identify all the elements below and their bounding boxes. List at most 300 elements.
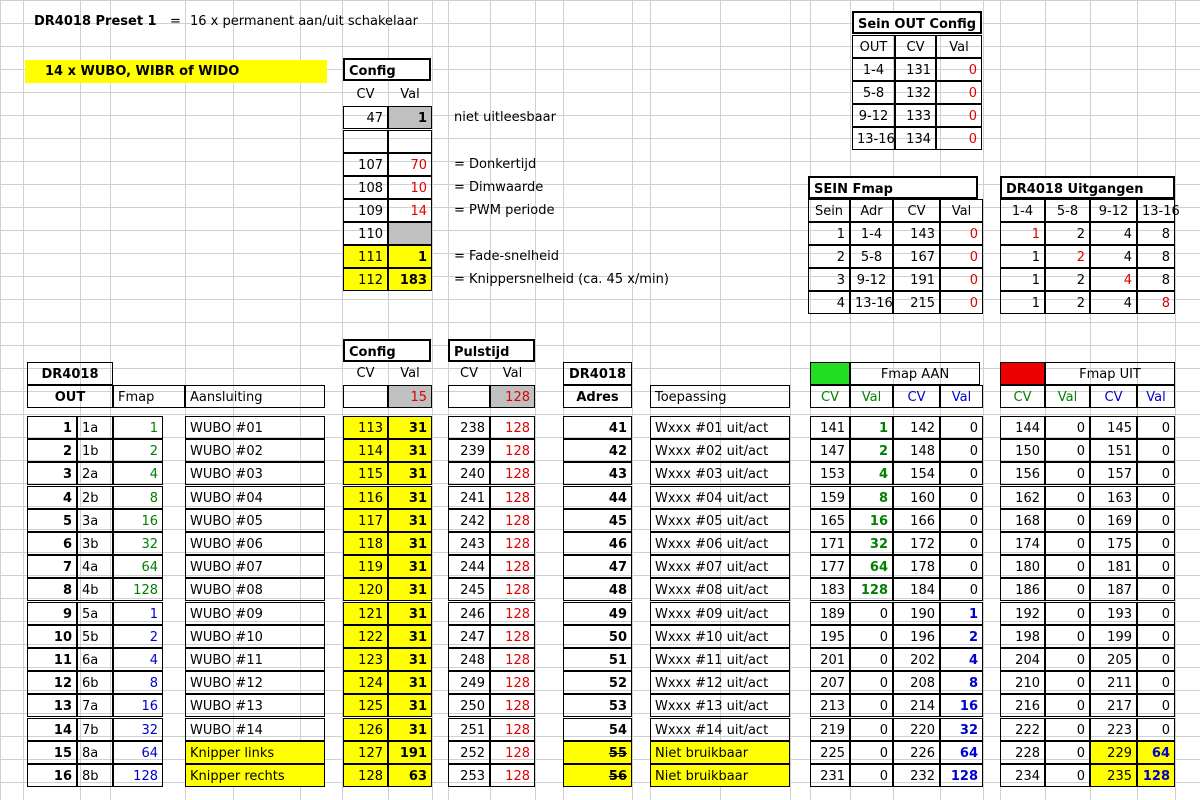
header-fmap-aan-cv: CV — [893, 385, 940, 408]
config-top-cv — [343, 130, 388, 153]
config-top-val: 14 — [388, 199, 432, 222]
row-aan-val2: 0 — [940, 439, 983, 462]
sein-out-cell: 0 — [936, 81, 982, 104]
header-fmap-uit-cv: CV — [1090, 385, 1137, 408]
sein-fmap-cell: 191 — [893, 268, 940, 291]
sein-fmap-header: CV — [893, 199, 940, 222]
row-fmap: 1 — [113, 416, 163, 439]
row-aansluiting: Knipper links — [185, 741, 325, 764]
row-puls-cv: 238 — [448, 416, 490, 439]
header-puls-value: 128 — [490, 385, 535, 408]
row-puls-cv: 240 — [448, 462, 490, 485]
row-uit-cv1: 216 — [1000, 694, 1045, 717]
swatch-green — [810, 362, 850, 385]
header-adres-dr4018: DR4018 — [563, 362, 632, 385]
row-uit-val1: 0 — [1045, 602, 1090, 625]
row-uit-cv1: 210 — [1000, 671, 1045, 694]
row-config-cv: 120 — [343, 578, 388, 601]
sein-out-cell: 1-4 — [852, 58, 895, 81]
row-toepassing: Wxxx #10 uit/act — [650, 625, 790, 648]
swatch-red — [1000, 362, 1045, 385]
row-puls-cv: 253 — [448, 764, 490, 787]
row-puls-val: 128 — [490, 416, 535, 439]
row-config-val: 31 — [388, 602, 432, 625]
row-aan-cv2: 142 — [893, 416, 940, 439]
row-puls-cv: 248 — [448, 648, 490, 671]
sein-fmap-cell: 1-4 — [850, 222, 893, 245]
row-config-val: 31 — [388, 625, 432, 648]
row-uit-val1: 0 — [1045, 439, 1090, 462]
row-aan-cv2: 190 — [893, 602, 940, 625]
row-aan-cv2: 154 — [893, 462, 940, 485]
config-top-note: = Dimwaarde — [454, 180, 544, 195]
sein-out-cell: 0 — [936, 58, 982, 81]
row-fmap: 8 — [113, 671, 163, 694]
row-aansluiting: WUBO #11 — [185, 648, 325, 671]
header-config: Config — [343, 339, 431, 362]
header-config-blank — [343, 385, 388, 408]
row-aan-cv2: 220 — [893, 718, 940, 741]
header-fmap: Fmap — [113, 385, 185, 408]
config-top-cv: 108 — [343, 176, 388, 199]
row-aan-cv2: 214 — [893, 694, 940, 717]
row-fmap: 4 — [113, 648, 163, 671]
uitgangen-cell: 2 — [1045, 291, 1090, 314]
row-aan-cv2: 166 — [893, 509, 940, 532]
uitgangen-header: 1-4 — [1000, 199, 1045, 222]
row-fmap: 2 — [113, 439, 163, 462]
row-uit-cv2: 187 — [1090, 578, 1137, 601]
row-out-number: 13 — [27, 694, 77, 717]
row-uit-val2: 0 — [1137, 532, 1175, 555]
row-aan-cv1: 195 — [810, 625, 850, 648]
row-adres: 51 — [563, 648, 632, 671]
row-uit-cv1: 198 — [1000, 625, 1045, 648]
header-dr4018: DR4018 — [27, 362, 113, 385]
config-top-cv: 111 — [343, 245, 388, 268]
row-puls-val: 128 — [490, 486, 535, 509]
row-uit-cv1: 174 — [1000, 532, 1045, 555]
config-top-cv-header: CV — [356, 87, 375, 102]
uitgangen-cell: 1 — [1000, 291, 1045, 314]
row-puls-val: 128 — [490, 532, 535, 555]
row-adres: 48 — [563, 578, 632, 601]
row-out-number: 8 — [27, 578, 77, 601]
row-config-cv: 115 — [343, 462, 388, 485]
row-config-cv: 118 — [343, 532, 388, 555]
config-top-note: = Fade-snelheid — [454, 249, 559, 264]
row-aansluiting: WUBO #10 — [185, 625, 325, 648]
sein-fmap-cell: 9-12 — [850, 268, 893, 291]
row-aansluiting: WUBO #02 — [185, 439, 325, 462]
uitgangen-cell: 8 — [1137, 245, 1175, 268]
row-uit-cv2: 205 — [1090, 648, 1137, 671]
config-top-cv: 109 — [343, 199, 388, 222]
uitgangen-cell: 4 — [1090, 291, 1137, 314]
sein-fmap-cell: 143 — [893, 222, 940, 245]
row-fmap: 64 — [113, 555, 163, 578]
row-aan-val2: 1 — [940, 602, 983, 625]
row-aansluiting: WUBO #12 — [185, 671, 325, 694]
config-top-val: 1 — [388, 106, 432, 129]
row-puls-val: 128 — [490, 671, 535, 694]
row-aan-val1: 4 — [850, 462, 893, 485]
sein-fmap-cell: 0 — [940, 291, 983, 314]
row-config-val: 31 — [388, 439, 432, 462]
config-top-val — [388, 222, 432, 245]
sein-fmap-cell: 0 — [940, 268, 983, 291]
row-aan-val1: 0 — [850, 741, 893, 764]
row-puls-cv: 243 — [448, 532, 490, 555]
row-aan-cv1: 225 — [810, 741, 850, 764]
sein-fmap-cell: 0 — [940, 245, 983, 268]
config-top-val: 1 — [388, 245, 432, 268]
row-aan-val2: 4 — [940, 648, 983, 671]
row-config-cv: 128 — [343, 764, 388, 787]
header-fmap-uit-cv: CV — [1000, 385, 1045, 408]
row-aan-cv1: 177 — [810, 555, 850, 578]
config-top-note: = Donkertijd — [454, 157, 537, 172]
row-out-number: 3 — [27, 462, 77, 485]
row-fmap: 16 — [113, 509, 163, 532]
row-out-number: 2 — [27, 439, 77, 462]
row-uit-val1: 0 — [1045, 416, 1090, 439]
sein-fmap-cell: 215 — [893, 291, 940, 314]
row-uit-cv2: 217 — [1090, 694, 1137, 717]
uitgangen-header: 13-16 — [1137, 199, 1175, 222]
row-out-port: 4b — [77, 578, 113, 601]
row-puls-val: 128 — [490, 741, 535, 764]
row-aan-val2: 128 — [940, 764, 983, 787]
row-out-number: 16 — [27, 764, 77, 787]
row-toepassing: Wxxx #04 uit/act — [650, 486, 790, 509]
row-aan-val2: 2 — [940, 625, 983, 648]
sein-fmap-cell: 167 — [893, 245, 940, 268]
row-aan-val2: 0 — [940, 555, 983, 578]
row-config-cv: 125 — [343, 694, 388, 717]
row-adres: 44 — [563, 486, 632, 509]
row-aan-cv2: 196 — [893, 625, 940, 648]
row-adres: 53 — [563, 694, 632, 717]
wubo-banner: 14 x WUBO, WIBR of WIDO — [25, 60, 327, 83]
row-aan-cv1: 159 — [810, 486, 850, 509]
config-top-cv: 112 — [343, 268, 388, 291]
row-puls-val: 128 — [490, 625, 535, 648]
config-top-note: = Knippersnelheid (ca. 45 x/min) — [454, 272, 669, 287]
sein-fmap-header: Val — [940, 199, 983, 222]
row-aan-val2: 16 — [940, 694, 983, 717]
row-puls-val: 128 — [490, 602, 535, 625]
row-uit-val2: 0 — [1137, 416, 1175, 439]
uitgangen-cell: 1 — [1000, 222, 1045, 245]
row-uit-cv1: 192 — [1000, 602, 1045, 625]
row-puls-cv: 247 — [448, 625, 490, 648]
row-aan-val1: 0 — [850, 718, 893, 741]
row-uit-val1: 0 — [1045, 625, 1090, 648]
header-config-cv: CV — [356, 366, 375, 381]
row-toepassing: Wxxx #01 uit/act — [650, 416, 790, 439]
row-aan-val1: 0 — [850, 602, 893, 625]
row-uit-cv2: 199 — [1090, 625, 1137, 648]
row-fmap: 128 — [113, 764, 163, 787]
sein-out-cell: 13-16 — [852, 127, 895, 150]
row-out-number: 12 — [27, 671, 77, 694]
row-puls-val: 128 — [490, 462, 535, 485]
row-uit-val2: 0 — [1137, 486, 1175, 509]
row-aan-val1: 8 — [850, 486, 893, 509]
row-adres: 54 — [563, 718, 632, 741]
row-adres: 55 — [563, 741, 632, 764]
row-aan-val2: 0 — [940, 416, 983, 439]
config-top-title: Config — [343, 58, 431, 81]
row-aan-val1: 0 — [850, 648, 893, 671]
row-aan-cv1: 207 — [810, 671, 850, 694]
row-puls-cv: 244 — [448, 555, 490, 578]
row-config-val: 31 — [388, 486, 432, 509]
row-out-number: 14 — [27, 718, 77, 741]
config-top-val: 10 — [388, 176, 432, 199]
row-aan-cv1: 141 — [810, 416, 850, 439]
row-aan-val2: 0 — [940, 509, 983, 532]
sein-fmap-cell: 13-16 — [850, 291, 893, 314]
sein-out-header: CV — [895, 35, 936, 58]
row-out-port: 6b — [77, 671, 113, 694]
row-aan-cv2: 208 — [893, 671, 940, 694]
sein-fmap-cell: 3 — [808, 268, 850, 291]
row-aan-cv1: 153 — [810, 462, 850, 485]
row-aansluiting: WUBO #05 — [185, 509, 325, 532]
config-top-cv: 107 — [343, 153, 388, 176]
row-config-val: 31 — [388, 555, 432, 578]
row-toepassing: Wxxx #03 uit/act — [650, 462, 790, 485]
row-puls-cv: 246 — [448, 602, 490, 625]
row-puls-cv: 251 — [448, 718, 490, 741]
row-aan-cv2: 202 — [893, 648, 940, 671]
row-uit-val1: 0 — [1045, 486, 1090, 509]
config-top-val: 183 — [388, 268, 432, 291]
row-aansluiting: WUBO #13 — [185, 694, 325, 717]
uitgangen-header: 9-12 — [1090, 199, 1137, 222]
row-uit-cv2: 211 — [1090, 671, 1137, 694]
row-fmap: 16 — [113, 694, 163, 717]
row-out-port: 1a — [77, 416, 113, 439]
uitgangen-cell: 2 — [1045, 222, 1090, 245]
row-aan-val1: 32 — [850, 532, 893, 555]
header-puls-cv: CV — [460, 366, 478, 381]
row-puls-cv: 252 — [448, 741, 490, 764]
row-aan-val1: 64 — [850, 555, 893, 578]
header-fmap-uit-val: Val — [1045, 385, 1090, 408]
row-uit-cv2: 193 — [1090, 602, 1137, 625]
title-equals: = — [170, 14, 181, 29]
row-out-port: 5a — [77, 602, 113, 625]
row-out-port: 4a — [77, 555, 113, 578]
row-adres: 52 — [563, 671, 632, 694]
row-uit-cv1: 144 — [1000, 416, 1045, 439]
row-adres: 49 — [563, 602, 632, 625]
uitgangen-cell: 8 — [1137, 291, 1175, 314]
row-config-cv: 127 — [343, 741, 388, 764]
row-uit-val2: 0 — [1137, 671, 1175, 694]
row-config-cv: 124 — [343, 671, 388, 694]
row-config-val: 31 — [388, 671, 432, 694]
row-puls-val: 128 — [490, 578, 535, 601]
row-aan-val1: 2 — [850, 439, 893, 462]
row-puls-cv: 241 — [448, 486, 490, 509]
row-aan-cv2: 172 — [893, 532, 940, 555]
row-config-val: 31 — [388, 416, 432, 439]
row-toepassing: Niet bruikbaar — [650, 764, 790, 787]
row-puls-cv: 242 — [448, 509, 490, 532]
sein-fmap-title: SEIN Fmap — [808, 176, 978, 199]
row-aan-val2: 0 — [940, 532, 983, 555]
row-uit-val1: 0 — [1045, 718, 1090, 741]
row-puls-val: 128 — [490, 439, 535, 462]
row-uit-cv1: 234 — [1000, 764, 1045, 787]
row-toepassing: Wxxx #06 uit/act — [650, 532, 790, 555]
row-aan-val2: 32 — [940, 718, 983, 741]
sein-fmap-cell: 5-8 — [850, 245, 893, 268]
sein-fmap-cell: 4 — [808, 291, 850, 314]
row-aansluiting: WUBO #04 — [185, 486, 325, 509]
row-uit-val2: 0 — [1137, 578, 1175, 601]
row-toepassing: Wxxx #05 uit/act — [650, 509, 790, 532]
row-fmap: 8 — [113, 486, 163, 509]
row-config-cv: 114 — [343, 439, 388, 462]
row-uit-cv1: 180 — [1000, 555, 1045, 578]
row-toepassing: Wxxx #14 uit/act — [650, 718, 790, 741]
row-config-val: 31 — [388, 578, 432, 601]
header-fmap-aan-val: Val — [940, 385, 983, 408]
row-uit-cv2: 181 — [1090, 555, 1137, 578]
uitgangen-header: 5-8 — [1045, 199, 1090, 222]
row-aan-val1: 0 — [850, 694, 893, 717]
row-uit-val2: 64 — [1137, 741, 1175, 764]
title-description: 16 x permanent aan/uit schakelaar — [190, 14, 418, 29]
header-config-value: 15 — [388, 385, 432, 408]
sein-fmap-cell: 2 — [808, 245, 850, 268]
row-puls-val: 128 — [490, 555, 535, 578]
header-fmap-aan-val: Val — [850, 385, 893, 408]
row-uit-cv1: 150 — [1000, 439, 1045, 462]
sein-fmap-header: Adr — [850, 199, 893, 222]
row-out-port: 5b — [77, 625, 113, 648]
row-adres: 56 — [563, 764, 632, 787]
header-fmap-aan-cv: CV — [810, 385, 850, 408]
row-uit-cv2: 157 — [1090, 462, 1137, 485]
row-config-cv: 123 — [343, 648, 388, 671]
row-out-number: 15 — [27, 741, 77, 764]
row-aan-val1: 0 — [850, 764, 893, 787]
header-puls-blank — [448, 385, 490, 408]
row-uit-cv2: 235 — [1090, 764, 1137, 787]
header-fmap-uit-val: Val — [1137, 385, 1175, 408]
sein-fmap-cell: 1 — [808, 222, 850, 245]
row-aan-val2: 0 — [940, 578, 983, 601]
sein-out-cell: 134 — [895, 127, 936, 150]
header-toepassing: Toepassing — [650, 385, 790, 408]
row-uit-val2: 0 — [1137, 602, 1175, 625]
row-out-number: 7 — [27, 555, 77, 578]
config-top-cv: 110 — [343, 222, 388, 245]
row-out-number: 1 — [27, 416, 77, 439]
row-config-val: 31 — [388, 694, 432, 717]
sein-out-title: Sein OUT Config — [852, 11, 982, 34]
row-aan-cv1: 147 — [810, 439, 850, 462]
row-out-port: 3b — [77, 532, 113, 555]
row-config-cv: 126 — [343, 718, 388, 741]
row-aan-val2: 0 — [940, 486, 983, 509]
header-pulstijd: Pulstijd — [448, 339, 535, 362]
row-aan-cv2: 148 — [893, 439, 940, 462]
row-uit-cv2: 151 — [1090, 439, 1137, 462]
config-top-cv: 47 — [343, 106, 388, 129]
row-fmap: 32 — [113, 718, 163, 741]
row-aan-val1: 0 — [850, 625, 893, 648]
row-uit-cv1: 162 — [1000, 486, 1045, 509]
row-config-cv: 117 — [343, 509, 388, 532]
row-adres: 46 — [563, 532, 632, 555]
row-aan-cv1: 231 — [810, 764, 850, 787]
sein-out-cell: 132 — [895, 81, 936, 104]
row-uit-val2: 0 — [1137, 718, 1175, 741]
row-aan-val2: 8 — [940, 671, 983, 694]
config-top-val-header: Val — [400, 87, 420, 102]
row-toepassing: Niet bruikbaar — [650, 741, 790, 764]
row-fmap: 64 — [113, 741, 163, 764]
row-aan-cv2: 178 — [893, 555, 940, 578]
row-uit-val1: 0 — [1045, 741, 1090, 764]
row-config-val: 191 — [388, 741, 432, 764]
row-config-cv: 122 — [343, 625, 388, 648]
row-adres: 47 — [563, 555, 632, 578]
uitgangen-cell: 2 — [1045, 268, 1090, 291]
row-toepassing: Wxxx #09 uit/act — [650, 602, 790, 625]
sein-out-cell: 9-12 — [852, 104, 895, 127]
row-toepassing: Wxxx #13 uit/act — [650, 694, 790, 717]
row-puls-cv: 249 — [448, 671, 490, 694]
uitgangen-cell: 8 — [1137, 268, 1175, 291]
row-config-cv: 113 — [343, 416, 388, 439]
row-aan-cv2: 232 — [893, 764, 940, 787]
row-aansluiting: WUBO #07 — [185, 555, 325, 578]
header-puls-val: Val — [502, 366, 523, 381]
config-top-val — [388, 130, 432, 153]
row-aansluiting: WUBO #14 — [185, 718, 325, 741]
row-out-number: 11 — [27, 648, 77, 671]
row-uit-cv1: 186 — [1000, 578, 1045, 601]
row-uit-cv2: 163 — [1090, 486, 1137, 509]
uitgangen-cell: 4 — [1090, 245, 1137, 268]
row-aan-val1: 1 — [850, 416, 893, 439]
row-uit-val2: 0 — [1137, 509, 1175, 532]
row-uit-val2: 0 — [1137, 555, 1175, 578]
row-toepassing: Wxxx #07 uit/act — [650, 555, 790, 578]
row-config-cv: 116 — [343, 486, 388, 509]
row-uit-val1: 0 — [1045, 555, 1090, 578]
uitgangen-cell: 4 — [1090, 222, 1137, 245]
row-config-val: 31 — [388, 532, 432, 555]
row-aan-cv2: 226 — [893, 741, 940, 764]
row-aansluiting: WUBO #08 — [185, 578, 325, 601]
row-uit-val1: 0 — [1045, 671, 1090, 694]
row-uit-val1: 0 — [1045, 764, 1090, 787]
row-adres: 41 — [563, 416, 632, 439]
uitgangen-cell: 8 — [1137, 222, 1175, 245]
row-out-port: 8a — [77, 741, 113, 764]
config-top-note: = PWM periode — [454, 203, 555, 218]
sein-out-header: Val — [936, 35, 982, 58]
